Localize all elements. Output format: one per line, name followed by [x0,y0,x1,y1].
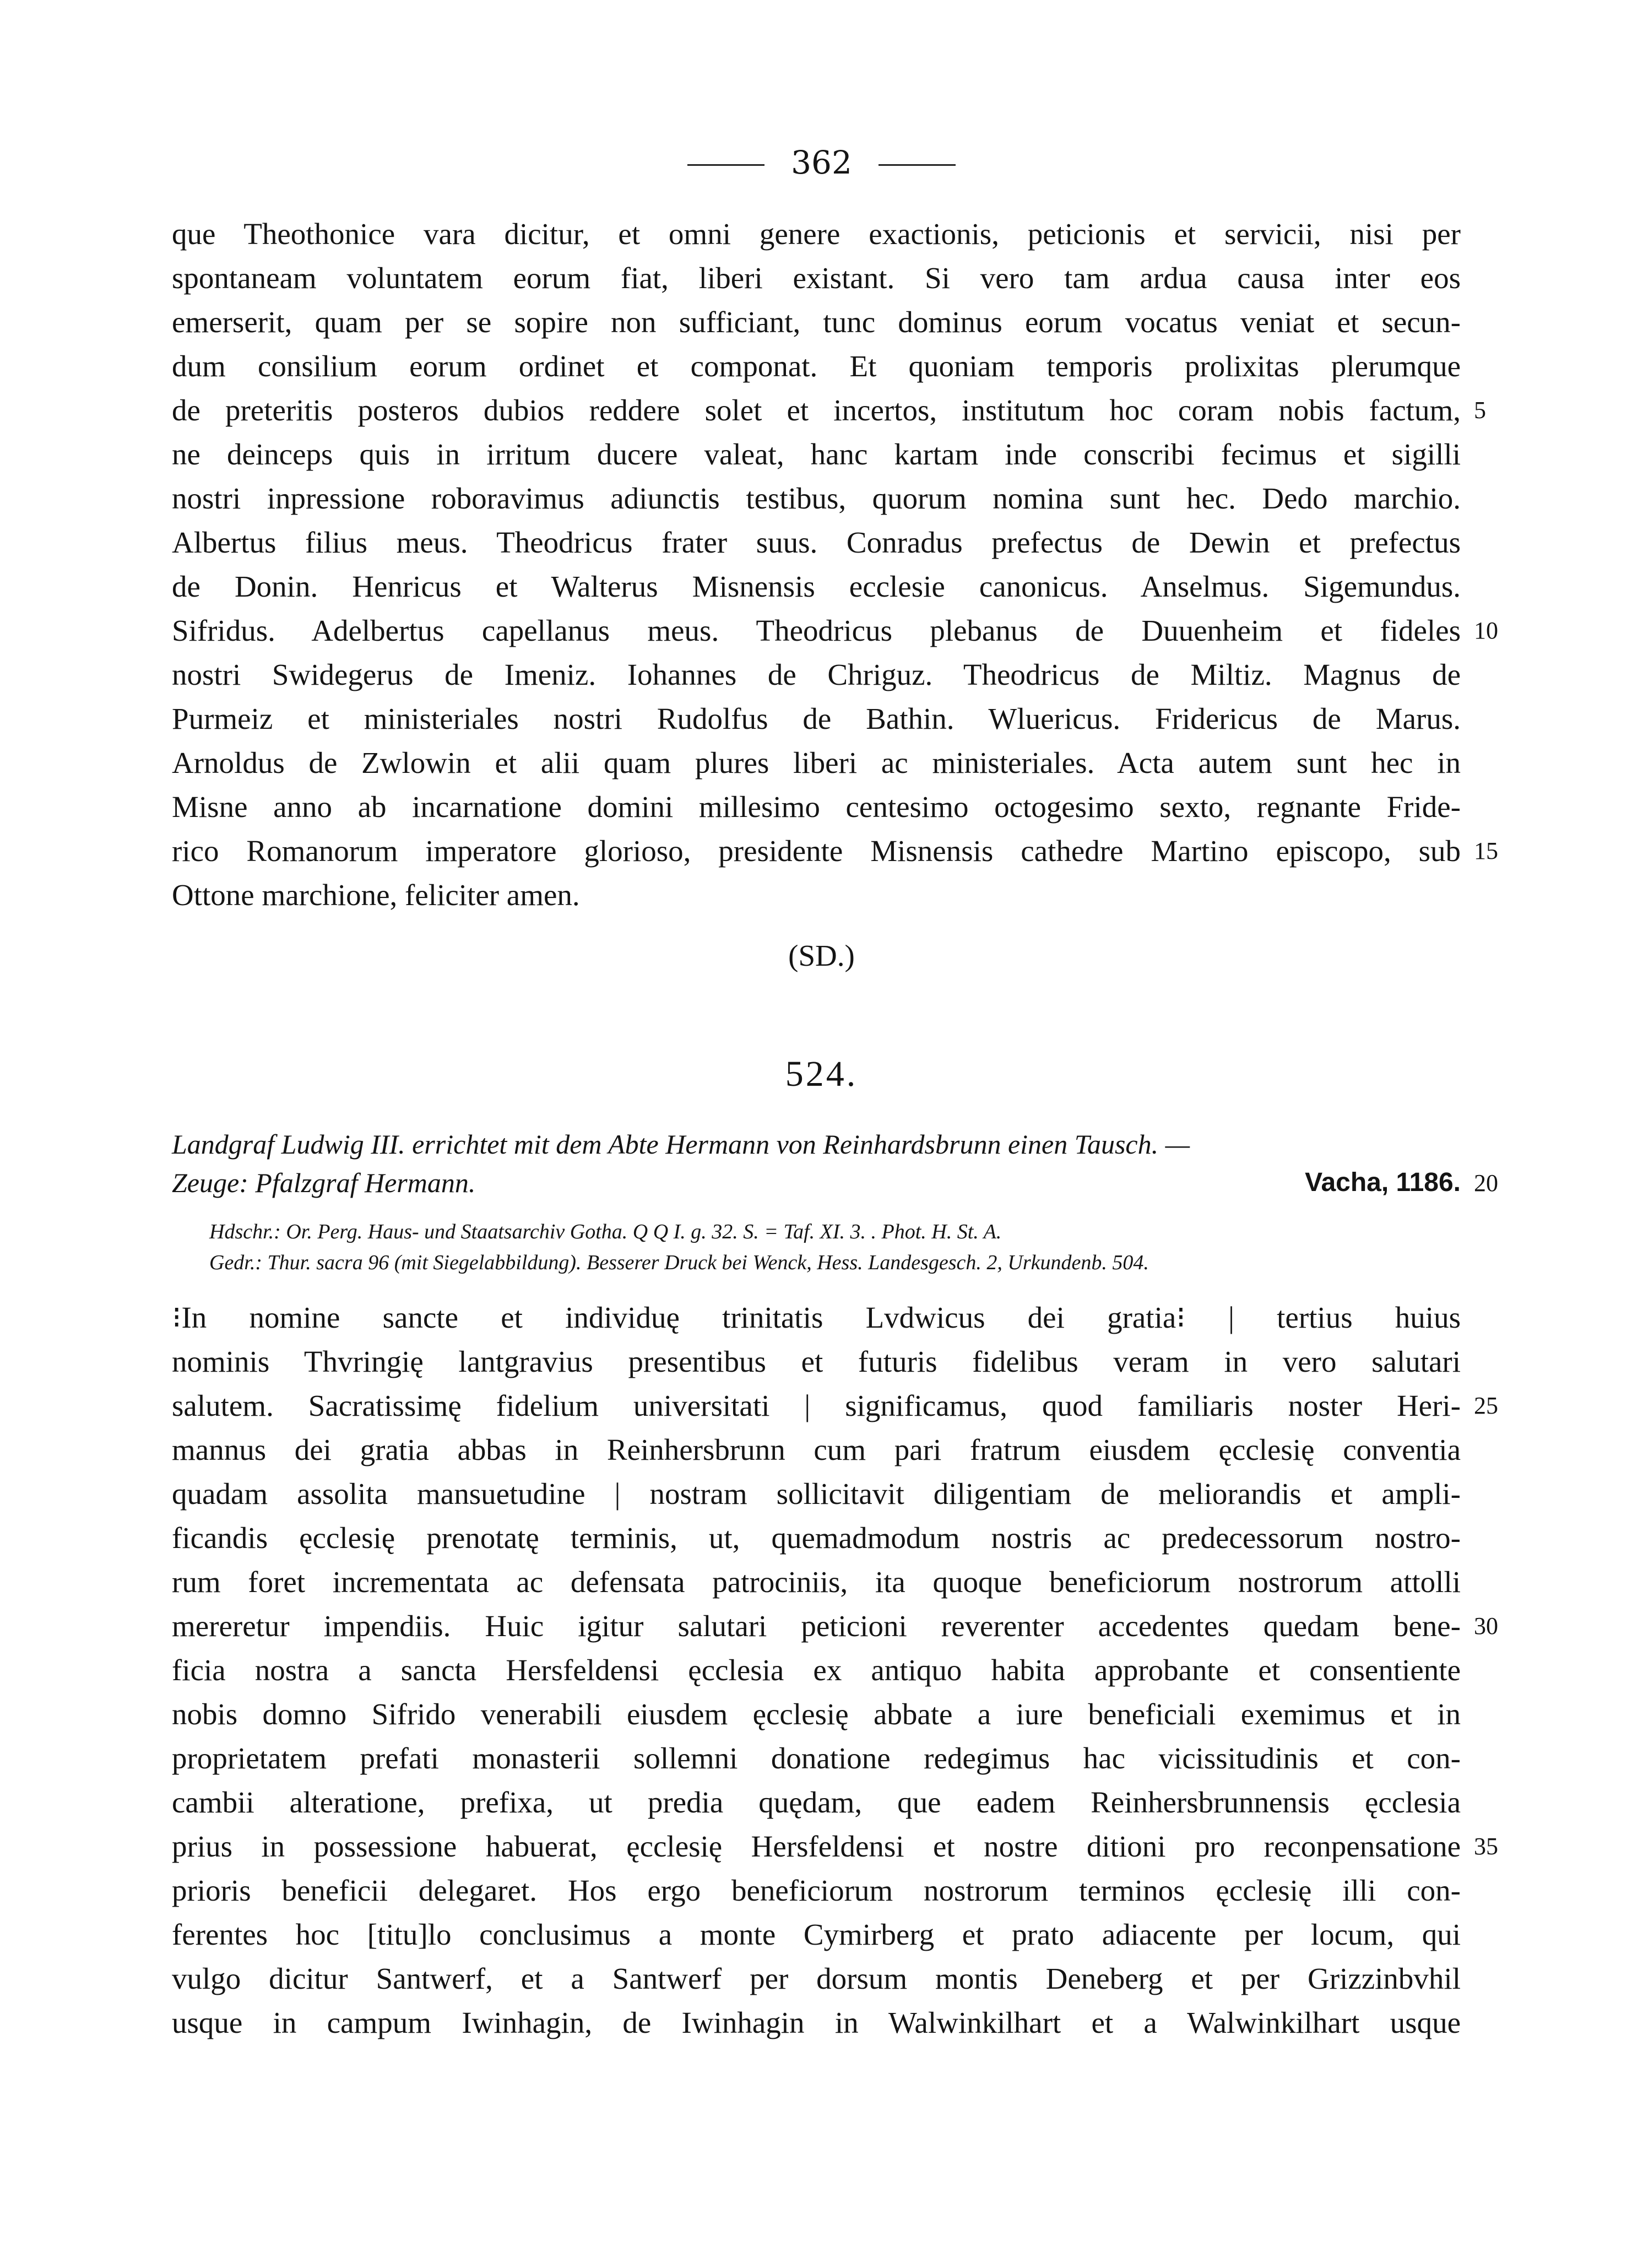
page-header [0,140,1643,185]
text-line: rum foret incrementata ac defensata patrociniis, ita quoque beneficiorum nostrorum attolli [172,1565,1461,1599]
text-line: spontaneam voluntatem eorum fiat, liberi existant. Si vero tam ardua causa inter eos [172,261,1461,295]
text-line: vulgo dicitur Santwerf, et a Santwerf per dorsum montis Deneberg et per Grizzinbvhil [172,1962,1461,1995]
place-date: Vacha, 1186. [1305,1168,1461,1197]
line-number: 25 [1474,1392,1498,1419]
text-line: ficia nostra a sancta Hersfeldensi ęcclesia ex antiquo habita approbante et consentiente [172,1653,1461,1687]
text-line: prius in possessione habuerat, ęcclesię Hersfeldensi et nostre ditioni pro reconpensatione [172,1829,1461,1863]
text-line: nominis Thvringię lantgravius presentibus et futuris fidelibus veram in vero salutari [172,1345,1461,1378]
text-line: ne deinceps quis in irritum ducere valeat, hanc kartam inde conscribi fecimus et sigilli [172,437,1461,471]
text-line: emerserit, quam per se sopire non sufficiant, tunc dominus eorum vocatus veniat et secun- [172,305,1461,339]
text-line: mereretur impendiis. Huic igitur salutari peticioni reverenter accedentes quedam bene- [172,1609,1461,1643]
text-line: usque in campum Iwinhagin, de Iwinhagin in Walwinkilhart et a Walwinkilhart usque [172,2006,1461,2039]
text-line: Ottone marchione, feliciter amen. [172,878,580,912]
line-number: 30 [1474,1612,1498,1639]
line-number: 5 [1474,397,1486,424]
regest-line: Zeuge: Pfalzgraf Hermann. [172,1167,476,1198]
text-line: de Donin. Henricus et Walterus Misnensis ecclesie canonicus. Anselmus. Sigemundus. [172,570,1461,603]
text-line: salutem. Sacratissimę fidelium universitati | significamus, quod familiaris noster Heri- [172,1389,1461,1422]
apparatus-printed: Gedr.: Thur. sacra 96 (mit Siegelabbildung). Besserer Druck bei Wenck, Hess. Landesgesch. 2, Urkundenb. 504. [209,1251,1149,1274]
text-line: nobis domno Sifrido venerabili eiusdem ęcclesię abbate a iure beneficiali exemimus et in [172,1697,1461,1731]
header-rule-left [687,164,764,166]
text-line: Purmeiz et ministeriales nostri Rudolfus de Bathin. Wluericus. Fridericus de Marus. [172,702,1461,735]
text-line: quadam assolita mansuetudine | nostram sollicitavit diligentiam de meliorandis et ampli- [172,1477,1461,1511]
apparatus-manuscript: Hdschr.: Or. Perg. Haus- und Staatsarchiv Gotha. Q Q I. g. 32. S. = Taf. XI. 3. . Phot. H. St. A. [209,1220,1002,1243]
text-line: de preteritis posteros dubios reddere solet et incertos, institutum hoc coram nobis factum, [172,393,1461,427]
header-rule-right [879,164,956,166]
text-line: ferentes hoc [titu]lo conclusimus a monte Cymirberg et prato adiacente per locum, qui [172,1918,1461,1951]
text-line: cambii alteratione, prefixa, ut predia quędam, que eadem Reinhersbrunnensis ęcclesia [172,1785,1461,1819]
text-line: Sifridus. Adelbertus capellanus meus. Theodricus plebanus de Duuenheim et fideles [172,614,1461,647]
text-line: prioris beneficii delegaret. Hos ergo beneficiorum nostrorum terminos ęcclesię illi con- [172,1874,1461,1907]
text-line: rico Romanorum imperatore glorioso, presidente Misnensis cathedre Martino episcopo, sub [172,834,1461,868]
text-line: Arnoldus de Zwlowin et alii quam plures liberi ac ministeriales. Acta autem sunt hec in [172,746,1461,780]
line-number: 20 [1474,1170,1498,1197]
regest-line: Landgraf Ludwig III. errichtet mit dem Abte Hermann von Reinhardsbrunn einen Tausch. — [172,1129,1190,1160]
editor-sigle: (SD.) [788,939,855,972]
text-line: ficandis ęcclesię prenotatę terminis, ut, quemadmodum nostris ac predecessorum nostro- [172,1521,1461,1555]
text-line: Misne anno ab incarnatione domini millesimo centesimo octogesimo sexto, regnante Fride- [172,790,1461,824]
line-number: 35 [1474,1833,1498,1860]
line-number: 15 [1474,837,1498,864]
document-number: 524. [785,1054,858,1094]
text-line: mannus dei gratia abbas in Reinhersbrunn cum pari fratrum eiusdem ęcclesię conventia [172,1433,1461,1466]
text-line: proprietatem prefati monasterii sollemni donatione redegimus hac vicissitudinis et con- [172,1741,1461,1775]
text-line: Albertus filius meus. Theodricus frater suus. Conradus prefectus de Dewin et prefectus [172,526,1461,559]
text-line: nostri inpressione roboravimus adiunctis testibus, quorum nomina sunt hec. Dedo marchio. [172,481,1461,515]
text-line: ⁝In nomine sancte et individuę trinitatis Lvdwicus dei gratia⁝ | tertius huius [172,1301,1461,1334]
text-line: nostri Swidegerus de Imeniz. Iohannes de Chriguz. Theodricus de Miltiz. Magnus de [172,658,1461,691]
line-number: 10 [1474,617,1498,644]
page-number: 362 [791,144,852,181]
text-line: que Theothonice vara dicitur, et omni genere exactionis, peticionis et servicii, nisi per [172,217,1461,251]
text-line: dum consilium eorum ordinet et componat. Et quoniam temporis prolixitas plerumque [172,349,1461,383]
